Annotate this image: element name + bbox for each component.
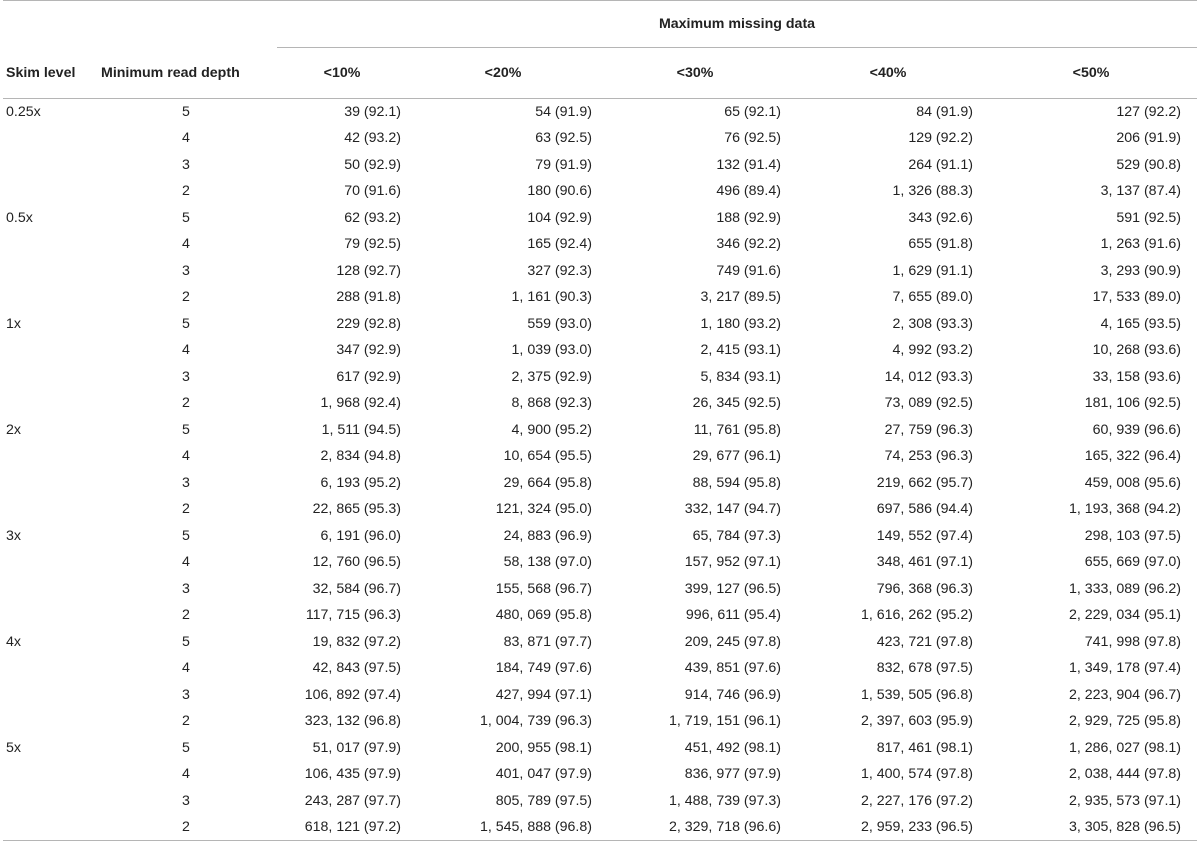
table-row xyxy=(3,735,1197,762)
skim-level-cell xyxy=(3,576,97,603)
read-depth-cell: 5 xyxy=(182,315,190,332)
table-row xyxy=(3,390,1197,417)
read-depth-cell: 5 xyxy=(182,527,190,544)
value-cell: 591 (92.5) xyxy=(1116,209,1182,226)
table-row xyxy=(3,311,1197,338)
value-cell: 132 (91.4) xyxy=(716,156,781,173)
value-cell: 264 (91.1) xyxy=(908,156,973,173)
table-row xyxy=(3,258,1197,285)
value-cell: 2, 223, 904 (96.7) xyxy=(1069,686,1182,703)
value-cell: 200, 955 (98.1) xyxy=(495,739,592,756)
read-depth-cell: 5 xyxy=(182,104,190,120)
read-depth-cell: 3 xyxy=(182,792,190,809)
value-cell: 3, 293 (90.9) xyxy=(1100,262,1182,279)
table-row xyxy=(3,814,1197,841)
value-cell: 3, 217 (89.5) xyxy=(700,289,781,306)
table-row xyxy=(3,655,1197,682)
value-cell: 1, 161 (90.3) xyxy=(511,289,592,306)
value-cell: 50 (92.9) xyxy=(344,156,401,173)
value-cell: 70 (91.6) xyxy=(344,183,401,200)
skim-level-cell xyxy=(3,258,97,285)
value-cell: 332, 147 (94.7) xyxy=(684,501,781,518)
value-cell: 1, 333, 089 (96.2) xyxy=(1069,580,1182,597)
table-row xyxy=(3,178,1197,205)
read-depth-cell: 4 xyxy=(182,130,190,147)
value-cell: 655, 669 (97.0) xyxy=(1084,554,1182,571)
value-cell: 106, 892 (97.4) xyxy=(304,686,401,703)
value-cell: 796, 368 (96.3) xyxy=(876,580,973,597)
value-cell: 401, 047 (97.9) xyxy=(495,766,592,783)
header-blank xyxy=(97,1,277,48)
value-cell: 27, 759 (96.3) xyxy=(884,421,973,438)
skim-level-cell xyxy=(3,708,97,735)
value-cell: 24, 883 (96.9) xyxy=(503,527,592,544)
skim-level-cell xyxy=(3,152,97,179)
value-cell: 2, 038, 444 (97.8) xyxy=(1069,766,1182,783)
value-cell: 832, 678 (97.5) xyxy=(876,660,973,677)
value-cell: 480, 069 (95.8) xyxy=(495,607,592,624)
data-table xyxy=(3,0,1197,841)
value-cell: 7, 655 (89.0) xyxy=(892,289,973,306)
value-cell: 1, 539, 505 (96.8) xyxy=(860,686,973,703)
value-cell: 914, 746 (96.9) xyxy=(684,686,781,703)
skim-level-cell xyxy=(3,549,97,576)
skim-level-cell xyxy=(3,390,97,417)
value-cell: 60, 939 (96.6) xyxy=(1092,421,1182,438)
value-cell: 697, 586 (94.4) xyxy=(876,501,973,518)
value-cell: 327 (92.3) xyxy=(527,262,592,279)
value-cell: 181, 106 (92.5) xyxy=(1084,395,1182,412)
value-cell: 1, 193, 368 (94.2) xyxy=(1069,501,1182,518)
value-cell: 288 (91.8) xyxy=(336,289,401,306)
skim-level-cell xyxy=(3,231,97,258)
value-cell: 243, 287 (97.7) xyxy=(304,792,401,809)
skim-level-cell xyxy=(3,337,97,364)
value-cell: 83, 871 (97.7) xyxy=(503,633,592,650)
value-cell: 19, 832 (97.2) xyxy=(312,633,401,650)
value-cell: 165, 322 (96.4) xyxy=(1084,448,1182,465)
value-cell: 6, 193 (95.2) xyxy=(320,474,401,491)
value-cell: 65 (92.1) xyxy=(724,104,781,120)
read-depth-cell: 2 xyxy=(182,819,190,835)
value-cell: 128 (92.7) xyxy=(336,262,401,279)
value-cell: 617 (92.9) xyxy=(336,368,401,385)
value-cell: 618, 121 (97.2) xyxy=(304,819,401,835)
value-cell: 996, 611 (95.4) xyxy=(685,607,781,624)
read-depth-cell: 5 xyxy=(182,209,190,226)
skim-level-cell xyxy=(3,761,97,788)
value-cell: 73, 089 (92.5) xyxy=(884,395,973,412)
skim-level-cell: 4x xyxy=(6,633,21,650)
value-cell: 439, 851 (97.6) xyxy=(684,660,781,677)
table-row xyxy=(3,549,1197,576)
table-row xyxy=(3,496,1197,523)
value-cell: 741, 998 (97.8) xyxy=(1084,633,1182,650)
header-col-lt40: <40% xyxy=(869,65,907,81)
header-row-group xyxy=(3,1,1197,48)
read-depth-cell: 2 xyxy=(182,713,190,730)
skim-level-cell: 1x xyxy=(6,315,21,332)
read-depth-cell: 2 xyxy=(182,183,190,200)
skim-level-cell: 3x xyxy=(6,527,21,544)
value-cell: 1, 039 (93.0) xyxy=(511,342,592,359)
table-row xyxy=(3,125,1197,152)
value-cell: 39 (92.1) xyxy=(344,104,401,120)
value-cell: 2, 229, 034 (95.1) xyxy=(1069,607,1182,624)
value-cell: 180 (90.6) xyxy=(527,183,592,200)
value-cell: 2, 375 (92.9) xyxy=(511,368,592,385)
read-depth-cell: 4 xyxy=(182,448,190,465)
value-cell: 33, 158 (93.6) xyxy=(1092,368,1182,385)
read-depth-cell: 2 xyxy=(182,501,190,518)
read-depth-cell: 2 xyxy=(182,395,190,412)
skim-level-cell xyxy=(3,655,97,682)
value-cell: 32, 584 (96.7) xyxy=(312,580,401,597)
value-cell: 117, 715 (96.3) xyxy=(305,607,401,624)
table-body xyxy=(3,99,1197,841)
skim-level-cell xyxy=(3,682,97,709)
skim-level-cell xyxy=(3,443,97,470)
value-cell: 184, 749 (97.6) xyxy=(495,660,592,677)
value-cell: 51, 017 (97.9) xyxy=(312,739,401,756)
value-cell: 155, 568 (96.7) xyxy=(495,580,592,597)
value-cell: 298, 103 (97.5) xyxy=(1084,527,1182,544)
read-depth-cell: 3 xyxy=(182,262,190,279)
value-cell: 347 (92.9) xyxy=(336,342,401,359)
value-cell: 6, 191 (96.0) xyxy=(320,527,401,544)
value-cell: 10, 654 (95.5) xyxy=(503,448,592,465)
table-row xyxy=(3,629,1197,656)
value-cell: 836, 977 (97.9) xyxy=(684,766,781,783)
value-cell: 559 (93.0) xyxy=(527,315,592,332)
table-row xyxy=(3,284,1197,311)
read-depth-cell: 5 xyxy=(182,421,190,438)
skim-level-cell: 5x xyxy=(6,739,21,756)
table-row xyxy=(3,602,1197,629)
value-cell: 129 (92.2) xyxy=(908,130,973,147)
value-cell: 42, 843 (97.5) xyxy=(312,660,401,677)
value-cell: 209, 245 (97.8) xyxy=(684,633,781,650)
value-cell: 1, 400, 574 (97.8) xyxy=(860,766,973,783)
value-cell: 2, 935, 573 (97.1) xyxy=(1069,792,1182,809)
value-cell: 14, 012 (93.3) xyxy=(884,368,973,385)
value-cell: 63 (92.5) xyxy=(535,130,592,147)
read-depth-cell: 2 xyxy=(182,607,190,624)
value-cell: 1, 286, 027 (98.1) xyxy=(1069,739,1182,756)
read-depth-cell: 3 xyxy=(182,686,190,703)
skim-level-cell xyxy=(3,470,97,497)
read-depth-cell: 4 xyxy=(182,236,190,253)
value-cell: 58, 138 (97.0) xyxy=(503,554,592,571)
value-cell: 74, 253 (96.3) xyxy=(884,448,973,465)
value-cell: 4, 165 (93.5) xyxy=(1100,315,1182,332)
value-cell: 10, 268 (93.6) xyxy=(1092,342,1182,359)
read-depth-cell: 5 xyxy=(182,633,190,650)
read-depth-cell: 4 xyxy=(182,766,190,783)
value-cell: 11, 761 (95.8) xyxy=(693,421,781,438)
skim-level-cell xyxy=(3,602,97,629)
read-depth-cell: 3 xyxy=(182,474,190,491)
value-cell: 5, 834 (93.1) xyxy=(700,368,781,385)
read-depth-cell: 3 xyxy=(182,156,190,173)
value-cell: 165 (92.4) xyxy=(527,236,592,253)
value-cell: 2, 397, 603 (95.9) xyxy=(860,713,973,730)
value-cell: 2, 329, 718 (96.6) xyxy=(668,819,781,835)
value-cell: 3, 305, 828 (96.5) xyxy=(1069,819,1182,835)
table-row xyxy=(3,337,1197,364)
value-cell: 206 (91.9) xyxy=(1116,130,1182,147)
skim-level-cell xyxy=(3,364,97,391)
table-row xyxy=(3,443,1197,470)
table-row xyxy=(3,231,1197,258)
read-depth-cell: 4 xyxy=(182,660,190,677)
header-col-lt20: <20% xyxy=(484,65,522,81)
value-cell: 84 (91.9) xyxy=(916,104,973,120)
skim-level-cell xyxy=(3,284,97,311)
value-cell: 348, 461 (97.1) xyxy=(876,554,973,571)
value-cell: 427, 994 (97.1) xyxy=(495,686,592,703)
value-cell: 1, 004, 739 (96.3) xyxy=(479,713,592,730)
table-row xyxy=(3,470,1197,497)
value-cell: 2, 929, 725 (95.8) xyxy=(1069,713,1182,730)
table-row xyxy=(3,761,1197,788)
table-row xyxy=(3,99,1197,126)
read-depth-cell: 4 xyxy=(182,342,190,359)
value-cell: 42 (93.2) xyxy=(344,130,401,147)
value-cell: 529 (90.8) xyxy=(1116,156,1182,173)
value-cell: 76 (92.5) xyxy=(724,130,781,147)
value-cell: 62 (93.2) xyxy=(344,209,401,226)
value-cell: 2, 227, 176 (97.2) xyxy=(860,792,973,809)
value-cell: 496 (89.4) xyxy=(716,183,781,200)
read-depth-cell: 5 xyxy=(182,739,190,756)
header-minimum-read-depth: Minimum read depth xyxy=(101,64,240,81)
value-cell: 121, 324 (95.0) xyxy=(495,501,592,518)
value-cell: 451, 492 (98.1) xyxy=(684,739,781,756)
value-cell: 1, 719, 151 (96.1) xyxy=(668,713,781,730)
value-cell: 229 (92.8) xyxy=(336,315,401,332)
header-col-lt10: <10% xyxy=(323,65,361,81)
value-cell: 1, 349, 178 (97.4) xyxy=(1069,660,1182,677)
value-cell: 29, 664 (95.8) xyxy=(503,474,592,491)
table-row xyxy=(3,152,1197,179)
value-cell: 29, 677 (96.1) xyxy=(692,448,781,465)
value-cell: 423, 721 (97.8) xyxy=(876,633,973,650)
table-row xyxy=(3,205,1197,232)
value-cell: 219, 662 (95.7) xyxy=(876,474,973,491)
skim-level-cell: 2x xyxy=(6,421,21,438)
header-maximum-missing-data: Maximum missing data xyxy=(277,1,1197,48)
value-cell: 1, 629 (91.1) xyxy=(892,262,973,279)
skim-level-cell: 0.5x xyxy=(6,209,33,226)
table-row xyxy=(3,364,1197,391)
value-cell: 17, 533 (89.0) xyxy=(1092,289,1182,306)
read-depth-cell: 4 xyxy=(182,554,190,571)
value-cell: 1, 545, 888 (96.8) xyxy=(479,819,592,835)
value-cell: 106, 435 (97.9) xyxy=(304,766,401,783)
value-cell: 79 (91.9) xyxy=(535,156,592,173)
value-cell: 2, 308 (93.3) xyxy=(892,315,973,332)
value-cell: 1, 968 (92.4) xyxy=(320,395,401,412)
value-cell: 104 (92.9) xyxy=(527,209,592,226)
value-cell: 79 (92.5) xyxy=(344,236,401,253)
value-cell: 343 (92.6) xyxy=(908,209,973,226)
header-row-columns xyxy=(3,48,1197,99)
skim-level-cell: 0.25x xyxy=(6,104,41,120)
value-cell: 88, 594 (95.8) xyxy=(692,474,781,491)
skim-level-cell xyxy=(3,178,97,205)
value-cell: 1, 616, 262 (95.2) xyxy=(860,607,973,624)
header-col-lt50: <50% xyxy=(1072,65,1110,81)
header-col-lt30: <30% xyxy=(676,65,714,81)
value-cell: 8, 868 (92.3) xyxy=(511,395,592,412)
value-cell: 459, 008 (95.6) xyxy=(1084,474,1182,491)
value-cell: 3, 137 (87.4) xyxy=(1100,183,1182,200)
skim-level-cell xyxy=(3,125,97,152)
value-cell: 2, 415 (93.1) xyxy=(700,342,781,359)
value-cell: 749 (91.6) xyxy=(716,262,781,279)
read-depth-cell: 3 xyxy=(182,580,190,597)
header-blank xyxy=(3,1,97,48)
value-cell: 1, 263 (91.6) xyxy=(1100,236,1182,253)
value-cell: 22, 865 (95.3) xyxy=(312,501,401,518)
value-cell: 157, 952 (97.1) xyxy=(684,554,781,571)
value-cell: 127 (92.2) xyxy=(1116,104,1182,120)
table-header xyxy=(3,1,1197,99)
value-cell: 1, 511 (94.5) xyxy=(321,421,401,438)
value-cell: 4, 900 (95.2) xyxy=(511,421,592,438)
value-cell: 323, 132 (96.8) xyxy=(304,713,401,730)
read-depth-cell: 2 xyxy=(182,289,190,306)
value-cell: 65, 784 (97.3) xyxy=(692,527,781,544)
value-cell: 26, 345 (92.5) xyxy=(692,395,781,412)
value-cell: 12, 760 (96.5) xyxy=(312,554,401,571)
value-cell: 817, 461 (98.1) xyxy=(876,739,973,756)
value-cell: 4, 992 (93.2) xyxy=(892,342,973,359)
value-cell: 1, 326 (88.3) xyxy=(892,183,973,200)
table-row xyxy=(3,788,1197,815)
value-cell: 805, 789 (97.5) xyxy=(495,792,592,809)
skim-level-cell xyxy=(3,496,97,523)
value-cell: 2, 959, 233 (96.5) xyxy=(860,819,973,835)
value-cell: 1, 180 (93.2) xyxy=(700,315,781,332)
skim-level-cell xyxy=(3,814,97,841)
value-cell: 54 (91.9) xyxy=(535,104,592,120)
value-cell: 399, 127 (96.5) xyxy=(684,580,781,597)
skim-level-cell xyxy=(3,788,97,815)
table-row xyxy=(3,523,1197,550)
table-row xyxy=(3,708,1197,735)
value-cell: 1, 488, 739 (97.3) xyxy=(668,792,781,809)
table-row xyxy=(3,576,1197,603)
table-row xyxy=(3,682,1197,709)
table-row xyxy=(3,417,1197,444)
header-skim-level: Skim level xyxy=(6,64,76,81)
value-cell: 346 (92.2) xyxy=(716,236,781,253)
value-cell: 188 (92.9) xyxy=(716,209,781,226)
value-cell: 149, 552 (97.4) xyxy=(876,527,973,544)
read-depth-cell: 3 xyxy=(182,368,190,385)
value-cell: 2, 834 (94.8) xyxy=(320,448,401,465)
value-cell: 655 (91.8) xyxy=(908,236,973,253)
